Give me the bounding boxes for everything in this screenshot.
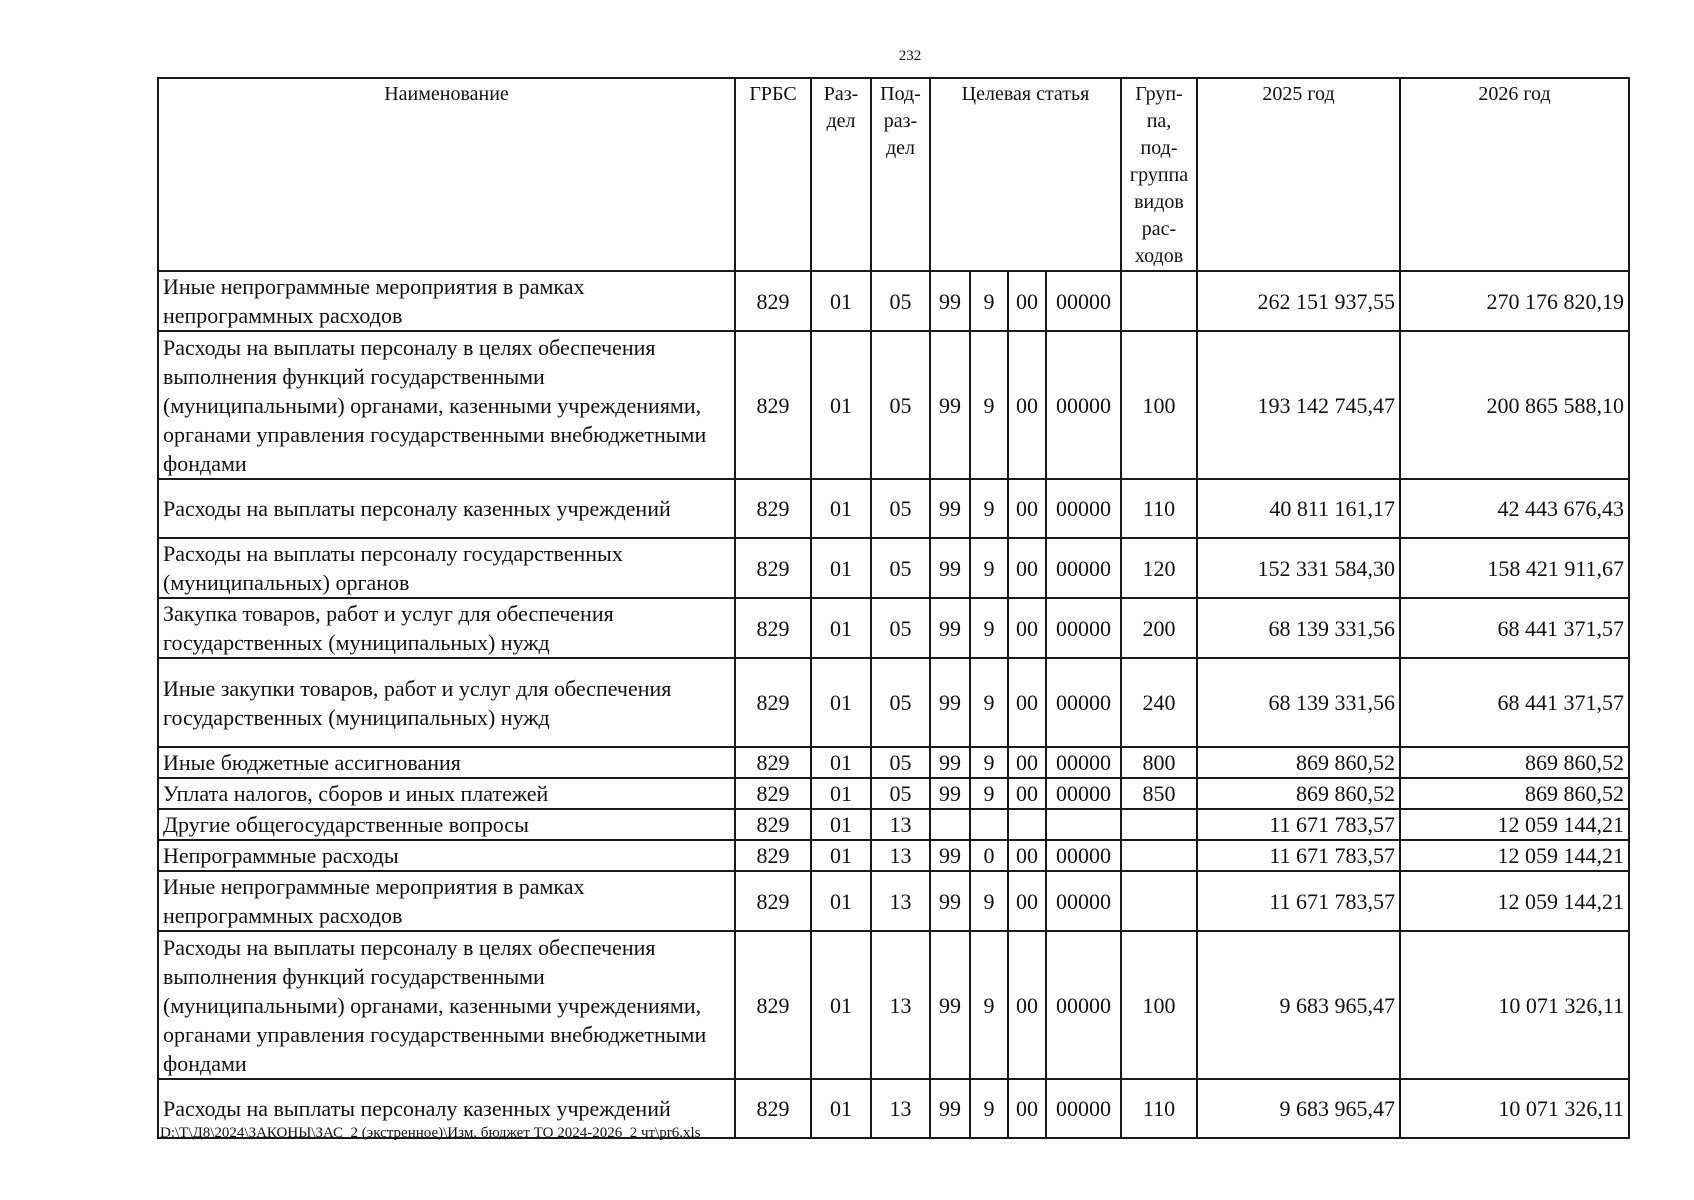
row-razdel: 01	[811, 778, 871, 809]
row-podrazdel: 13	[871, 931, 930, 1079]
row-amount-2025: 152 331 584,30	[1197, 538, 1400, 598]
row-expense-group: 240	[1121, 658, 1197, 747]
row-grbs: 829	[735, 871, 811, 931]
row-target-direction: 00000	[1046, 931, 1121, 1079]
row-amount-2025: 869 860,52	[1197, 778, 1400, 809]
row-razdel: 01	[811, 331, 871, 479]
row-name: Расходы на выплаты персоналу в целях обеспечения выполнения функций государственными (муниципальными) органами, казенными учреждениями, органами управления государственными внебюджетными фондами	[158, 931, 735, 1079]
row-razdel: 01	[811, 931, 871, 1079]
table-row	[158, 747, 1629, 778]
row-target-program: 99	[930, 331, 970, 479]
row-amount-2026: 200 865 588,10	[1400, 331, 1629, 479]
row-amount-2025: 11 671 783,57	[1197, 871, 1400, 931]
row-name: Уплата налогов, сборов и иных платежей	[158, 778, 735, 809]
row-name: Иные закупки товаров, работ и услуг для обеспечения государственных (муниципальных) нужд	[158, 658, 735, 747]
row-grbs: 829	[735, 809, 811, 840]
row-name: Другие общегосударственные вопросы	[158, 809, 735, 840]
row-razdel: 01	[811, 809, 871, 840]
page-number: 232	[898, 48, 922, 64]
row-expense-group: 850	[1121, 778, 1197, 809]
row-grbs: 829	[735, 538, 811, 598]
row-target-main: 00	[1008, 840, 1046, 871]
row-expense-group	[1121, 809, 1197, 840]
row-expense-group: 800	[1121, 747, 1197, 778]
row-amount-2026: 10 071 326,11	[1400, 931, 1629, 1079]
row-podrazdel: 13	[871, 871, 930, 931]
row-target-subprogram: 9	[970, 538, 1008, 598]
row-target-program	[930, 809, 970, 840]
row-target-subprogram: 0	[970, 840, 1008, 871]
header-podrazdel: Под- раз- дел	[871, 78, 930, 271]
row-target-program: 99	[930, 778, 970, 809]
row-razdel: 01	[811, 658, 871, 747]
row-target-direction: 00000	[1046, 658, 1121, 747]
row-target-main	[1008, 809, 1046, 840]
table-row	[158, 871, 1629, 931]
header-2026: 2026 год	[1400, 78, 1629, 271]
row-target-program: 99	[930, 840, 970, 871]
row-podrazdel: 05	[871, 331, 930, 479]
row-amount-2026: 270 176 820,19	[1400, 271, 1629, 331]
row-target-main: 00	[1008, 931, 1046, 1079]
row-amount-2026: 12 059 144,21	[1400, 840, 1629, 871]
row-grbs: 829	[735, 931, 811, 1079]
row-target-direction: 00000	[1046, 840, 1121, 871]
row-target-program: 99	[930, 271, 970, 331]
row-razdel: 01	[811, 1079, 871, 1138]
row-expense-group: 100	[1121, 331, 1197, 479]
header-name: Наименование	[158, 78, 735, 271]
row-grbs: 829	[735, 598, 811, 658]
row-target-subprogram: 9	[970, 271, 1008, 331]
table-row	[158, 271, 1629, 331]
row-grbs: 829	[735, 747, 811, 778]
row-grbs: 829	[735, 271, 811, 331]
row-podrazdel: 05	[871, 598, 930, 658]
row-target-direction: 00000	[1046, 1079, 1121, 1138]
row-target-subprogram: 9	[970, 871, 1008, 931]
row-amount-2026: 10 071 326,11	[1400, 1079, 1629, 1138]
row-name: Непрограммные расходы	[158, 840, 735, 871]
header-group: Груп- па, под- группа видов рас- ходов	[1121, 78, 1197, 271]
file-path-footer: D:\Т\Д8\2024\ЗАКОНЫ\ЗАС_2 (экстренное)\Изм. бюджет ТО 2024-2026_2 чт\pr6.xls	[160, 1125, 701, 1141]
row-podrazdel: 05	[871, 271, 930, 331]
row-target-main: 00	[1008, 871, 1046, 931]
row-amount-2025: 869 860,52	[1197, 747, 1400, 778]
row-razdel: 01	[811, 538, 871, 598]
table-row	[158, 658, 1629, 747]
row-name: Расходы на выплаты персоналу государственных (муниципальных) органов	[158, 538, 735, 598]
row-podrazdel: 05	[871, 658, 930, 747]
row-target-direction: 00000	[1046, 538, 1121, 598]
table-row	[158, 778, 1629, 809]
row-amount-2026: 12 059 144,21	[1400, 809, 1629, 840]
row-podrazdel: 05	[871, 479, 930, 538]
row-target-subprogram	[970, 809, 1008, 840]
row-target-subprogram: 9	[970, 598, 1008, 658]
row-target-direction: 00000	[1046, 271, 1121, 331]
row-target-subprogram: 9	[970, 331, 1008, 479]
row-grbs: 829	[735, 658, 811, 747]
row-expense-group	[1121, 871, 1197, 931]
row-target-program: 99	[930, 747, 970, 778]
row-podrazdel: 05	[871, 778, 930, 809]
header-grbs: ГРБС	[735, 78, 811, 271]
row-target-subprogram: 9	[970, 747, 1008, 778]
row-expense-group: 110	[1121, 1079, 1197, 1138]
row-expense-group: 100	[1121, 931, 1197, 1079]
row-razdel: 01	[811, 871, 871, 931]
row-target-main: 00	[1008, 538, 1046, 598]
row-target-main: 00	[1008, 331, 1046, 479]
row-podrazdel: 13	[871, 1079, 930, 1138]
row-target-program: 99	[930, 1079, 970, 1138]
row-target-main: 00	[1008, 598, 1046, 658]
row-amount-2026: 869 860,52	[1400, 747, 1629, 778]
row-target-direction: 00000	[1046, 331, 1121, 479]
table-row	[158, 538, 1629, 598]
row-target-program: 99	[930, 931, 970, 1079]
row-amount-2026: 42 443 676,43	[1400, 479, 1629, 538]
row-target-program: 99	[930, 871, 970, 931]
row-target-main: 00	[1008, 479, 1046, 538]
header-razdel: Раз- дел	[811, 78, 871, 271]
row-name: Расходы на выплаты персоналу казенных учреждений	[158, 1079, 735, 1138]
row-podrazdel: 05	[871, 538, 930, 598]
row-amount-2026: 158 421 911,67	[1400, 538, 1629, 598]
table-row	[158, 840, 1629, 871]
row-target-subprogram: 9	[970, 1079, 1008, 1138]
row-name: Закупка товаров, работ и услуг для обеспечения государственных (муниципальных) нужд	[158, 598, 735, 658]
row-amount-2025: 9 683 965,47	[1197, 931, 1400, 1079]
row-razdel: 01	[811, 479, 871, 538]
row-amount-2025: 193 142 745,47	[1197, 331, 1400, 479]
row-target-main: 00	[1008, 747, 1046, 778]
row-grbs: 829	[735, 1079, 811, 1138]
row-amount-2025: 11 671 783,57	[1197, 809, 1400, 840]
row-target-direction: 00000	[1046, 778, 1121, 809]
row-podrazdel: 05	[871, 747, 930, 778]
row-razdel: 01	[811, 840, 871, 871]
row-target-subprogram: 9	[970, 479, 1008, 538]
row-expense-group: 110	[1121, 479, 1197, 538]
row-target-program: 99	[930, 479, 970, 538]
table-row	[158, 331, 1629, 479]
row-amount-2026: 68 441 371,57	[1400, 598, 1629, 658]
table-row	[158, 809, 1629, 840]
row-amount-2025: 40 811 161,17	[1197, 479, 1400, 538]
row-name: Иные непрограммные мероприятия в рамках непрограммных расходов	[158, 271, 735, 331]
row-razdel: 01	[811, 598, 871, 658]
row-grbs: 829	[735, 479, 811, 538]
row-amount-2025: 11 671 783,57	[1197, 840, 1400, 871]
row-target-direction	[1046, 809, 1121, 840]
row-target-main: 00	[1008, 658, 1046, 747]
row-podrazdel: 13	[871, 809, 930, 840]
table-row	[158, 598, 1629, 658]
row-podrazdel: 13	[871, 840, 930, 871]
budget-table	[157, 77, 1630, 1139]
table-header-row	[158, 78, 1629, 271]
row-grbs: 829	[735, 331, 811, 479]
row-name: Расходы на выплаты персоналу в целях обеспечения выполнения функций государственными (муниципальными) органами, казенными учреждениями, органами управления государственными внебюджетными фондами	[158, 331, 735, 479]
row-target-subprogram: 9	[970, 931, 1008, 1079]
row-name: Иные непрограммные мероприятия в рамках непрограммных расходов	[158, 871, 735, 931]
row-target-main: 00	[1008, 1079, 1046, 1138]
row-amount-2025: 68 139 331,56	[1197, 598, 1400, 658]
row-expense-group	[1121, 840, 1197, 871]
row-expense-group: 200	[1121, 598, 1197, 658]
row-target-main: 00	[1008, 778, 1046, 809]
row-razdel: 01	[811, 747, 871, 778]
row-grbs: 829	[735, 840, 811, 871]
row-target-subprogram: 9	[970, 778, 1008, 809]
row-target-direction: 00000	[1046, 871, 1121, 931]
row-expense-group	[1121, 271, 1197, 331]
header-target: Целевая статья	[930, 78, 1121, 271]
row-amount-2025: 262 151 937,55	[1197, 271, 1400, 331]
row-target-subprogram: 9	[970, 658, 1008, 747]
row-target-program: 99	[930, 598, 970, 658]
row-amount-2026: 12 059 144,21	[1400, 871, 1629, 931]
header-2025: 2025 год	[1197, 78, 1400, 271]
row-amount-2025: 68 139 331,56	[1197, 658, 1400, 747]
row-name: Иные бюджетные ассигнования	[158, 747, 735, 778]
row-amount-2026: 869 860,52	[1400, 778, 1629, 809]
row-target-main: 00	[1008, 271, 1046, 331]
row-target-program: 99	[930, 658, 970, 747]
row-target-program: 99	[930, 538, 970, 598]
row-name: Расходы на выплаты персоналу казенных учреждений	[158, 479, 735, 538]
row-expense-group: 120	[1121, 538, 1197, 598]
row-target-direction: 00000	[1046, 598, 1121, 658]
row-razdel: 01	[811, 271, 871, 331]
row-amount-2026: 68 441 371,57	[1400, 658, 1629, 747]
row-amount-2025: 9 683 965,47	[1197, 1079, 1400, 1138]
table-row	[158, 931, 1629, 1079]
row-target-direction: 00000	[1046, 479, 1121, 538]
row-target-direction: 00000	[1046, 747, 1121, 778]
table-row	[158, 479, 1629, 538]
row-grbs: 829	[735, 778, 811, 809]
